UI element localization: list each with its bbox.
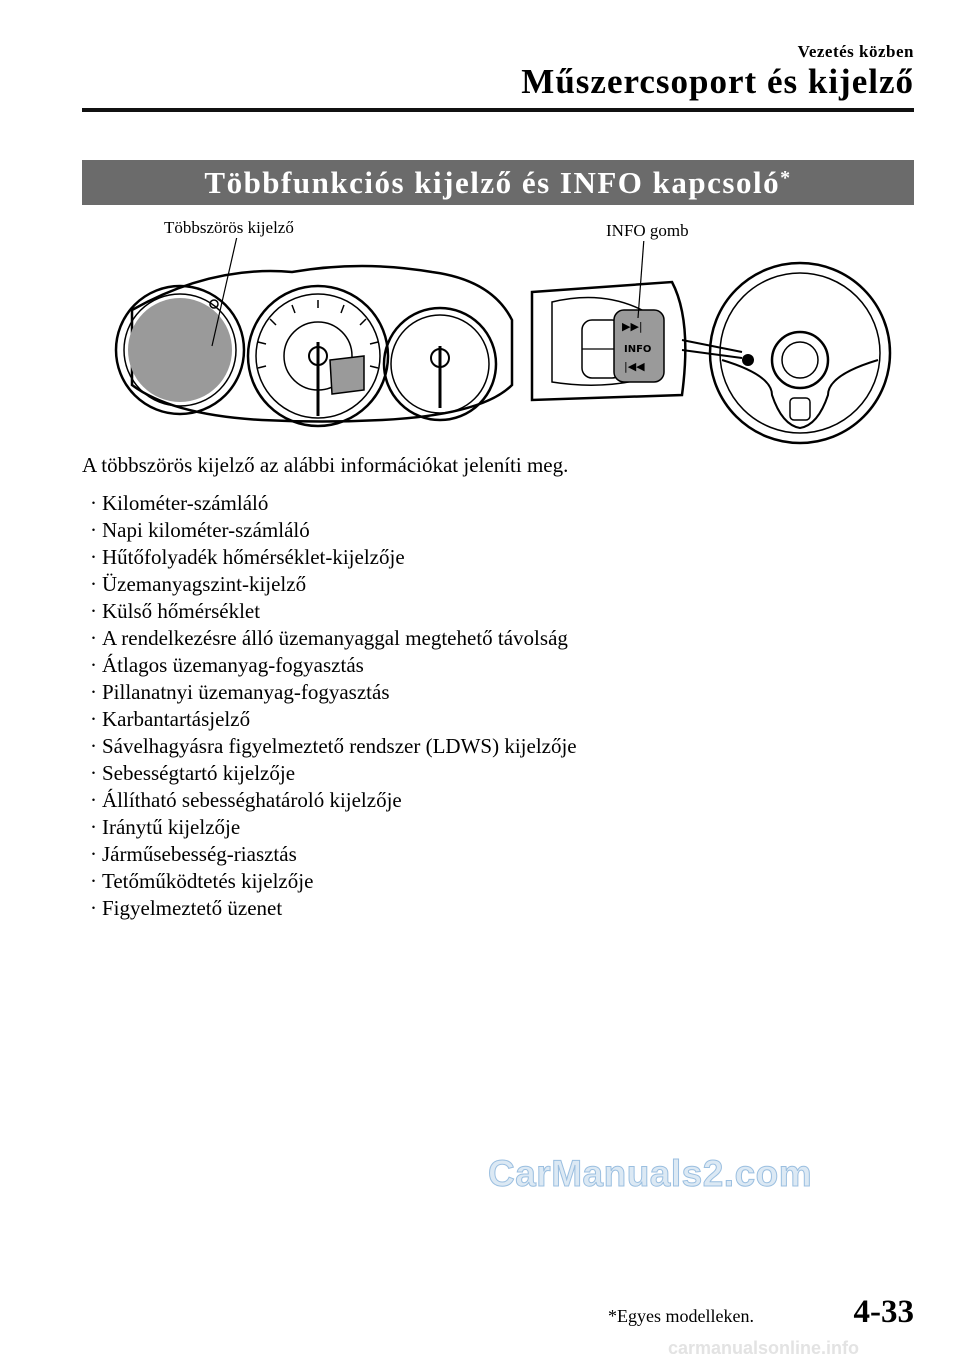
- page-number: 4-33: [853, 1294, 914, 1330]
- cluster-illustration: [82, 210, 914, 450]
- footnote: *Egyes modelleken.: [608, 1306, 754, 1326]
- feature-list: [90, 490, 577, 922]
- feature-text: A rendelkezésre álló üzemanyaggal megtehető távolság: [102, 626, 568, 650]
- steering-switch-inset: [532, 238, 742, 400]
- bullet-dot: ·: [90, 869, 97, 893]
- feature-item: [90, 814, 577, 841]
- feature-text: Pillanatnyi üzemanyag-fogyasztás: [102, 680, 390, 704]
- bullet-dot: ·: [90, 491, 97, 515]
- bullet-dot: ·: [90, 626, 97, 650]
- bullet-dot: ·: [90, 788, 97, 812]
- instrument-cluster-drawing: [116, 232, 512, 426]
- section-title: Többfunkciós kijelző és INFO kapcsoló: [204, 164, 781, 200]
- steering-wheel-drawing: [710, 263, 890, 443]
- feature-text: Iránytű kijelzője: [102, 815, 241, 839]
- multi-display-label: Többszörös kijelző: [164, 218, 294, 237]
- bullet-dot: ·: [90, 815, 97, 839]
- svg-text:▶▶|: ▶▶|: [622, 320, 643, 333]
- feature-item: [90, 598, 577, 625]
- feature-item: [90, 679, 577, 706]
- chapter-title: Vezetés közben: [797, 42, 914, 61]
- feature-text: Járműsebesség-riasztás: [102, 842, 297, 866]
- feature-item: [90, 733, 577, 760]
- feature-item: [90, 490, 577, 517]
- feature-item: [90, 841, 577, 868]
- header-divider: [82, 108, 914, 112]
- section-banner: [82, 160, 914, 205]
- feature-item: [90, 895, 577, 922]
- bullet-dot: ·: [90, 518, 97, 542]
- feature-item: [90, 652, 577, 679]
- feature-item: [90, 544, 577, 571]
- feature-text: Külső hőmérséklet: [102, 599, 261, 623]
- svg-text:|◀◀: |◀◀: [624, 360, 645, 373]
- feature-text: Kilométer-számláló: [102, 491, 269, 515]
- feature-item: [90, 625, 577, 652]
- feature-text: Átlagos üzemanyag-fogyasztás: [102, 653, 364, 677]
- feature-text: Üzemanyagszint-kijelző: [102, 572, 307, 596]
- info-button-text: INFO: [624, 344, 652, 355]
- feature-item: [90, 787, 577, 814]
- bullet-dot: ·: [90, 680, 97, 704]
- feature-item: [90, 760, 577, 787]
- feature-text: Figyelmeztető üzenet: [102, 896, 283, 920]
- bullet-dot: ·: [90, 572, 97, 596]
- bullet-dot: ·: [90, 707, 97, 731]
- feature-text: Tetőműködtetés kijelzője: [102, 869, 314, 893]
- feature-text: Állítható sebességhatároló kijelzője: [102, 788, 402, 812]
- intro-paragraph: A többszörös kijelző az alábbi információkat jeleníti meg.: [82, 453, 569, 477]
- feature-item: [90, 517, 577, 544]
- feature-text: Sávelhagyásra figyelmeztető rendszer (LDWS) kijelzője: [102, 734, 577, 758]
- feature-text: Karbantartásjelző: [102, 707, 251, 731]
- feature-text: Napi kilométer-számláló: [102, 518, 310, 542]
- page-header-title: Műszercsoport és kijelző: [521, 62, 914, 101]
- bullet-dot: ·: [90, 599, 97, 623]
- feature-item: [90, 706, 577, 733]
- feature-text: Sebességtartó kijelzője: [102, 761, 296, 785]
- bullet-dot: ·: [90, 545, 97, 569]
- watermark-logo: CarManuals2.com: [488, 1153, 813, 1194]
- info-button-label: INFO gomb: [606, 221, 689, 240]
- bottom-watermark: carmanualsonline.info: [668, 1338, 860, 1358]
- bullet-dot: ·: [90, 734, 97, 758]
- footnote-marker: *: [780, 167, 792, 189]
- instrument-cluster-figure: [82, 210, 914, 450]
- feature-item: [90, 571, 577, 598]
- bullet-dot: ·: [90, 896, 97, 920]
- bullet-dot: ·: [90, 842, 97, 866]
- bullet-dot: ·: [90, 761, 97, 785]
- bullet-dot: ·: [90, 653, 97, 677]
- feature-item: [90, 868, 577, 895]
- feature-text: Hűtőfolyadék hőmérséklet-kijelzője: [102, 545, 405, 569]
